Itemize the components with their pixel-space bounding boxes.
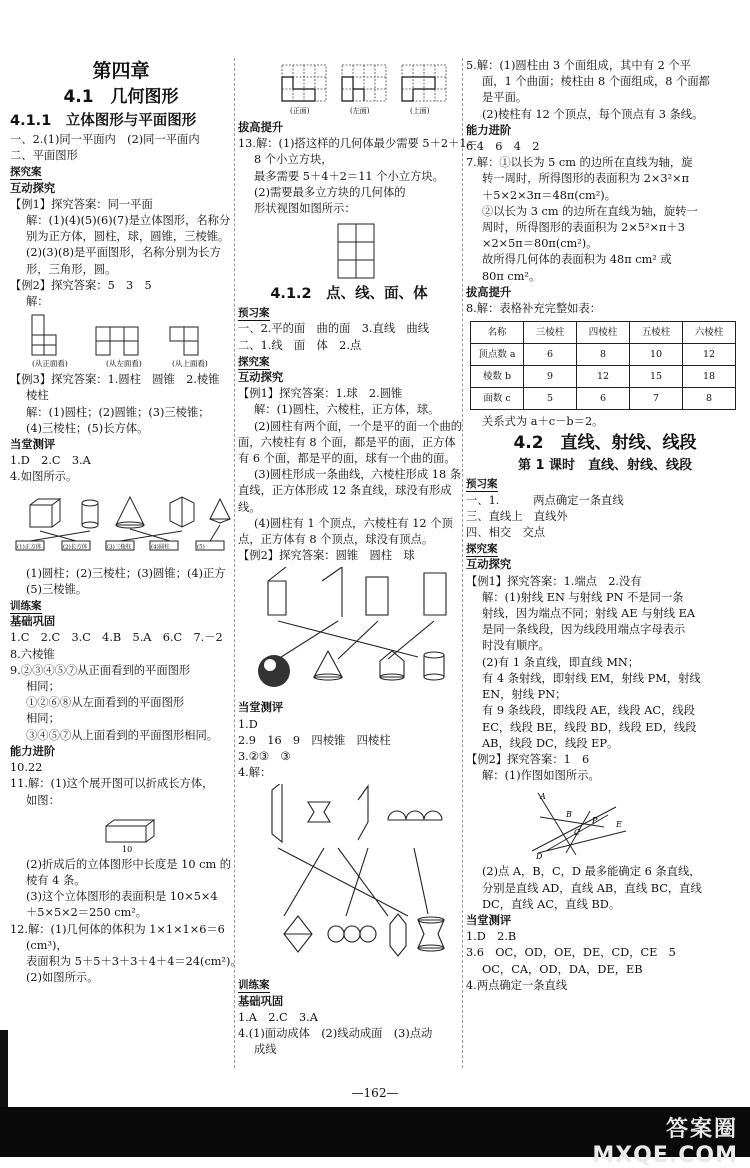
table-cell: 5: [524, 388, 577, 410]
text-line: DC，直线 AC，直线 BD。: [482, 897, 621, 911]
three-view-figure: [10, 313, 232, 369]
point-label: D: [536, 852, 543, 862]
text-line: 1.D: [238, 717, 258, 731]
text-line: 转一周时，所得图形的表面积为 2×3²×π: [482, 172, 690, 186]
text-line: (3)圆柱形成一条曲线，六棱柱形成 18 条: [254, 468, 462, 482]
text-line: 解：: [26, 295, 49, 309]
subsection-title: 4.1.2 点、线、面、体: [270, 286, 428, 303]
text-line: ＋5×2×3π＝48π(cm²)。: [482, 188, 616, 202]
text-line: 8.六棱锥: [10, 647, 55, 661]
fig-label: (正面): [290, 107, 310, 115]
text-line: 射线，因为端点不同；射线 AE 与射线 EA: [482, 607, 696, 621]
text-line: EC，线段 BE，线段 BD，线段 ED，线段: [482, 720, 697, 734]
lines-figure: [466, 787, 744, 861]
table-header-cell: 四棱柱: [577, 322, 630, 344]
section-tag: 训练案: [238, 979, 270, 992]
text-line: (2)点 A，B，C，D 最多能确定 6 条直线，: [482, 865, 701, 879]
text-line: 一、1. 两点确定一条直线: [466, 493, 624, 507]
text-line: 直线，正方体形成 12 条直线，球没有形成: [238, 484, 452, 498]
text-line: 8.解：表格补充完整如表：: [466, 302, 602, 316]
solids-rotation-figure: [238, 784, 460, 974]
text-line: 6.4 6 4 2: [466, 140, 540, 154]
table-cell: 10: [630, 344, 683, 366]
heading: 当堂测评: [10, 438, 56, 452]
heading: 当堂测评: [238, 701, 284, 715]
table-cell: 9: [524, 366, 577, 388]
text-line: 相同；: [26, 712, 60, 726]
table-row: [471, 366, 736, 388]
text-line: 13.解：(1)搭这样的几何体最少需要 5＋2＋1＝: [238, 137, 478, 151]
text-line: (2)棱柱有 12 个顶点，每个顶点有 3 条线。: [482, 107, 704, 121]
text-line: (5)三棱锥。: [26, 582, 88, 596]
text-line: AB，线段 DC，线段 EP。: [482, 736, 619, 750]
text-line: 面，1 个曲面；棱柱由 8 个面组成，8 个面都: [482, 75, 710, 89]
point-label: B: [566, 810, 572, 820]
text-line: (4)三棱柱；(5)长方体。: [26, 421, 149, 435]
text-line: 4.(1)面动成体 (2)线动成面 (3)点动: [238, 1027, 433, 1041]
section-title: 4.2 直线、射线、线段: [513, 433, 697, 454]
text-line: 8 个小立方块，: [254, 153, 333, 167]
text-line: 80π cm²。: [482, 269, 541, 283]
text-line: (2)(3)(8)是平面图形，名称分别为长方: [26, 246, 221, 260]
text-line: 一、2.平的面 曲的面 3.直线 曲线: [238, 322, 430, 336]
text-line: 形状视图如图所示：: [254, 202, 356, 216]
text-line: 4.如图所示。: [10, 470, 78, 484]
point-label: C: [574, 828, 581, 838]
text-line: 7.解：①以长为 5 cm 的边所在直线为轴，旋: [466, 156, 693, 170]
text-line: 有 9 条线段，即线段 AE，线段 AC，线段: [482, 704, 695, 718]
text-line: (2)折成后的立体图形中长度是 10 cm 的: [26, 857, 232, 871]
text-line: (2)有 1 条直线，即直线 MN；: [482, 655, 640, 669]
page-number: —162—: [351, 1086, 399, 1100]
text-line: 9.②③④⑤⑦从正面看到的平面图形: [10, 663, 191, 677]
point-label: A: [540, 792, 546, 802]
column-1: [10, 58, 242, 986]
text-line: 11.解：(1)这个展开图可以折成长方体，: [10, 777, 214, 791]
text-line: 是同一条线段，因为线段用端点字母表示: [482, 623, 686, 637]
section-tag: 探究案: [466, 543, 498, 556]
text-line: 点，正方体有 8 个顶点，球没有顶点。: [238, 533, 434, 547]
column-2: [238, 58, 478, 1059]
text-line: 1.A 2.C 3.A: [238, 1010, 318, 1024]
table-cell: 8: [577, 344, 630, 366]
table-header-cell: 三棱柱: [524, 322, 577, 344]
text-line: 10.22: [10, 761, 43, 775]
text-line: 二、1.线 面 体 2.点: [238, 338, 362, 352]
heading: 当堂测评: [466, 913, 512, 927]
table-header-cell: 五棱柱: [630, 322, 683, 344]
heading: 基础巩固: [10, 615, 56, 629]
heading: 能力进阶: [10, 744, 56, 758]
lesson-title: 第 1 课时 直线、射线、线段: [517, 458, 693, 474]
text-line: 解：(1)射线 EN 与射线 PN 不是同一条: [482, 590, 684, 604]
text-line: ②以长为 3 cm 的边所在直线为轴，旋转一: [482, 204, 698, 218]
text-line: 【例2】探究答案：5 3 5: [10, 278, 152, 292]
heading: 互动探究: [238, 371, 284, 385]
heading: 拔高提升: [466, 285, 512, 299]
text-line: 2.9 16 9 四棱锥 四棱柱: [238, 733, 391, 747]
text-line: 5.解：(1)圆柱由 3 个面组成，其中有 2 个平: [466, 59, 691, 72]
text-line: 【例2】探究答案：圆锥 圆柱 球: [238, 549, 415, 563]
text-line: 1.D 2.B: [466, 930, 517, 944]
fig-label: 10: [122, 844, 133, 854]
table-header-row: [471, 322, 736, 344]
heading: 互动探究: [466, 558, 512, 572]
heading: 拔高提升: [238, 121, 284, 134]
section-title: 4.1 几何图形: [63, 87, 179, 107]
table-cell: 面数 c: [471, 388, 524, 410]
text-line: 4.两点确定一条直线: [466, 978, 568, 992]
fig-label: (从左面看): [106, 359, 142, 369]
table-cell: 6: [577, 388, 630, 410]
text-line: 时没有顺序。: [482, 639, 550, 653]
text-line: (2)需要最多立方块的几何体的: [254, 185, 406, 199]
table-row: [471, 344, 736, 366]
text-line: 面，六棱柱有 8 个面，都是平的面，正方体: [238, 435, 456, 449]
text-line: 别为正方体，圆柱，球，圆锥，三棱锥。: [26, 230, 230, 244]
text-line: 有 4 条射线，即射线 EM，射线 PM，射线: [482, 671, 701, 685]
text-line: 分别是直线 AD，直线 AB，直线 BC，直线: [482, 881, 702, 895]
heading: 互动探究: [10, 181, 56, 195]
section-tag: 探究案: [238, 355, 270, 368]
table-cell: 8: [683, 388, 736, 410]
text-line: 一、2.(1)同一平面内 (2)同一平面内: [10, 133, 200, 146]
text-line: (cm³)，: [26, 938, 68, 952]
column-divider: [234, 58, 235, 1068]
text-line: 周时，所得图形的表面积为 2×5²×π＋3: [482, 221, 685, 235]
section-tag: 预习案: [238, 307, 270, 320]
table-cell: 顶点数 a: [471, 344, 524, 366]
text-line: 3.6 OC，OD，OE，DE，CD，CE 5: [466, 946, 676, 960]
fig-label: (上面): [410, 107, 430, 115]
text-line: EN，射线 PN；: [482, 688, 567, 702]
text-line: 12.解：(1)几何体的体积为 1×1×1×6＝6: [10, 922, 225, 936]
text-line: 4.解：: [238, 766, 272, 780]
point-label: P: [592, 816, 598, 826]
fig-label: (从上面看): [172, 359, 208, 369]
stack-view-figure: [238, 220, 460, 280]
text-line: 解：(1)圆柱；(2)圆锥；(3)三棱锥；: [26, 405, 210, 419]
fig-label: (3)三棱柱: [107, 544, 132, 551]
text-line: 棱有 4 条。: [26, 873, 86, 887]
text-line: 解：(1)作图如图所示。: [482, 769, 600, 783]
text-line: 【例3】探究答案：1.圆柱 圆锥 2.棱锥: [10, 373, 220, 387]
text-line: 相同；: [26, 680, 60, 694]
table-header-cell: 名称: [471, 322, 524, 344]
table-cell: 15: [630, 366, 683, 388]
text-line: 故所得几何体的表面积为 48π cm² 或: [482, 253, 672, 267]
text-line: 【例2】探究答案：1 6: [466, 752, 590, 766]
heading: 能力进阶: [466, 123, 512, 137]
table-cell: 18: [683, 366, 736, 388]
text-line: 1.C 2.C 3.C 4.B 5.A 6.C 7.－2: [10, 631, 223, 645]
text-line: 解：(1)(4)(5)(6)(7)是立体图形，名称分: [26, 214, 231, 228]
text-line: (4)圆柱有 1 个顶点，六棱柱有 12 个顶: [254, 516, 453, 530]
text-line: 【例1】探究答案：同一平面: [10, 197, 153, 211]
fig-label: (5): [197, 544, 205, 551]
text-line: 有 6 个面，都是平的面，球有一个曲的面。: [238, 452, 456, 466]
text-line: 3.②③ ③: [238, 750, 291, 764]
fig-label: (1)正方体: [17, 544, 42, 551]
solids-matching-figure: [10, 489, 232, 563]
text-line: 如图：: [26, 793, 60, 807]
text-line: 棱柱: [26, 389, 49, 403]
text-line: 四、相交 交点: [466, 526, 546, 540]
table-cell: 7: [630, 388, 683, 410]
text-line: 成线: [254, 1043, 277, 1057]
text-line: 【例1】探究答案：1.端点 2.没有: [466, 574, 642, 588]
text-line: 1.D 2.C 3.A: [10, 454, 91, 468]
table-header-cell: 六棱柱: [683, 322, 736, 344]
fig-label: (4)圆柱: [151, 544, 170, 551]
text-line: 关系式为 a＋c－b＝2。: [482, 415, 604, 429]
text-line: 二、平面图形: [10, 149, 78, 163]
watermark-logo: [592, 1112, 738, 1168]
text-line: 是平面。: [482, 91, 528, 105]
text-line: ①②⑥⑧从左面看到的平面图形: [26, 696, 185, 710]
column-divider: [462, 58, 463, 1068]
text-line: 表面积为 5＋5＋3＋3＋4＋4＝24(cm²)。: [26, 954, 242, 968]
fig-label: (从正面看): [32, 359, 68, 369]
point-label: E: [616, 820, 622, 830]
text-line: (2)如图所示。: [26, 971, 99, 985]
fig-label: (左面): [350, 107, 370, 115]
table-cell: 6: [524, 344, 577, 366]
text-line: (3)这个立体图形的表面积是 10×5×4: [26, 890, 218, 904]
text-line: ＋5×5×2＝250 cm²。: [26, 906, 148, 920]
text-line: ×2×5π＝80π(cm²)。: [482, 237, 598, 251]
solids-table: [470, 321, 736, 410]
table-row: [471, 388, 736, 410]
column-3: [466, 58, 744, 994]
table-cell: 12: [683, 344, 736, 366]
section-tag: 预习案: [466, 478, 498, 491]
table-cell: 棱数 b: [471, 366, 524, 388]
chapter-title: 第四章: [92, 60, 150, 82]
subsection-title: 4.1.1 立体图形与平面图形: [10, 113, 197, 129]
text-line: 三、直线上 直线外: [466, 509, 568, 523]
cuboid-figure: [10, 812, 232, 854]
fig-label: (2)长方体: [63, 544, 88, 551]
text-line: 最多需要 5＋4＋2＝11 个小立方块。: [254, 169, 444, 183]
text-line: ③④⑤⑦从上面看到的平面图形相同。: [26, 728, 219, 742]
text-line: (2)圆柱有两个面，一个是平的面一个曲的: [254, 419, 463, 433]
watermark-text: 答案圈: [665, 1117, 738, 1142]
text-line: 解：(1)圆柱，六棱柱，正方体，球。: [254, 403, 440, 417]
text-line: (1)圆柱；(2)三棱柱；(3)圆锥；(4)正方: [26, 566, 226, 580]
heading: 基础巩固: [238, 994, 284, 1008]
table-cell: 12: [577, 366, 630, 388]
watermark-url: MXQE.COM: [592, 1143, 738, 1168]
rotation-matching-figure: [238, 567, 460, 697]
text-line: 线。: [238, 500, 261, 514]
text-line: 【例1】探究答案：1.球 2.圆锥: [238, 387, 403, 401]
section-tag: 训练案: [10, 600, 42, 613]
section-tag: 探究案: [10, 166, 42, 179]
grid-views-figure: [238, 61, 460, 117]
text-line: 形，三角形，圆。: [26, 262, 117, 276]
text-line: OC，CA，OD，DA，DE，EB: [482, 962, 643, 976]
